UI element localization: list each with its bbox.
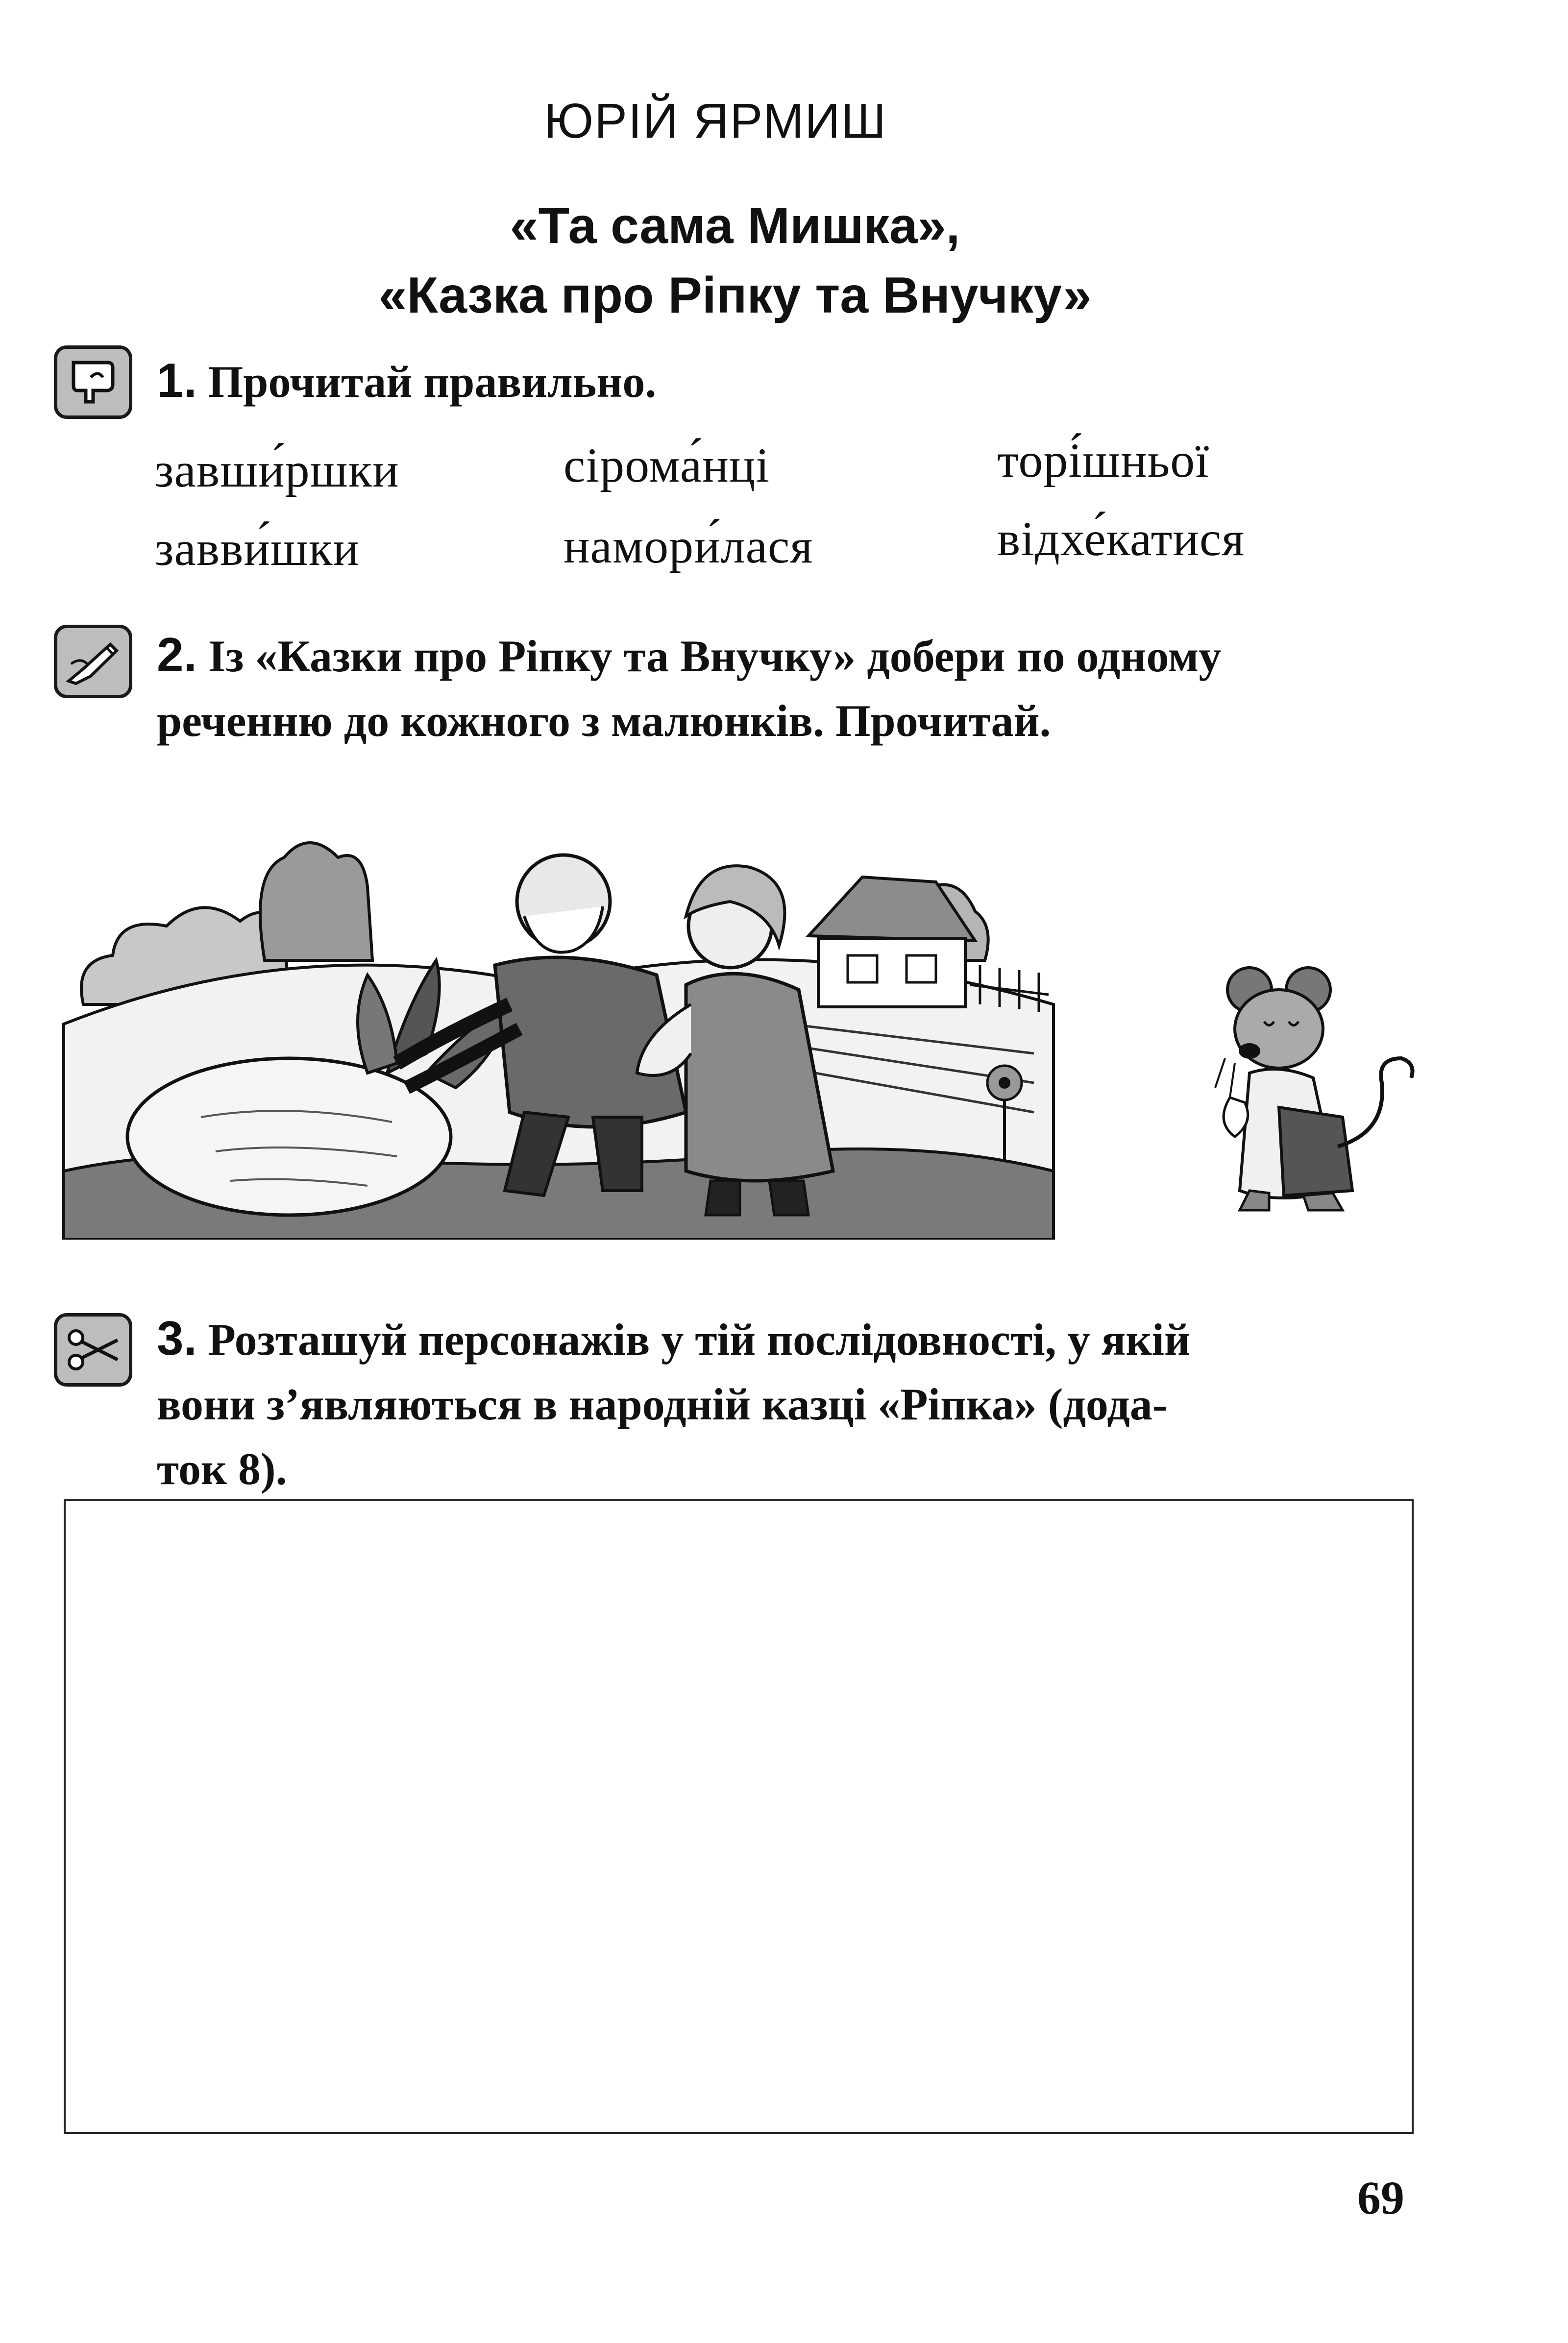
turnip-scene-illustration: [54, 799, 1058, 1240]
task-3-line-1: Розташуй персонажів у тій послідовності, у якій: [208, 1315, 1191, 1365]
word-item: завши́ршки: [154, 443, 399, 497]
word-item: торі́шньої: [997, 433, 1210, 488]
word-item: намори́лася: [564, 519, 813, 573]
task-2-number: 2.: [157, 628, 197, 682]
task-2-instruction: [157, 622, 1431, 753]
pencil-hand-icon: [54, 625, 132, 698]
task-2-line-1: Із «Казки про Ріпку та Внучку» добери по одному: [208, 631, 1222, 681]
word-item: завви́шки: [154, 521, 360, 576]
task-1-number: 1.: [157, 353, 197, 407]
title-line-1: «Та сама Мишка»,: [510, 197, 960, 254]
reading-icon: [54, 345, 132, 419]
task-3-line-2: вони з’являються в народній казці «Ріпка» (дода-: [157, 1379, 1168, 1429]
title-line-2: «Казка про Ріпку та Внучку»: [378, 267, 1092, 324]
crying-mouse-illustration: [1196, 960, 1426, 1215]
task-2-line-2: реченню до кожного з малюнків. Прочитай.: [157, 696, 1051, 746]
word-item: відхе́катися: [997, 512, 1245, 566]
task-3-number: 3.: [157, 1311, 197, 1365]
task-3-instruction: [157, 1306, 1431, 1501]
task-1-text: Прочитай правильно.: [208, 357, 657, 407]
scissors-icon: [54, 1313, 132, 1387]
author-name: ЮРІЙ ЯРМИШ: [544, 94, 887, 148]
page-number: 69: [1357, 2172, 1404, 2224]
task-1-instruction: [157, 348, 656, 414]
page-title: [220, 191, 1250, 330]
answer-box[interactable]: [64, 1499, 1414, 2134]
word-item: сірома́нці: [564, 438, 770, 492]
task-3-line-3: ток 8).: [157, 1444, 287, 1494]
